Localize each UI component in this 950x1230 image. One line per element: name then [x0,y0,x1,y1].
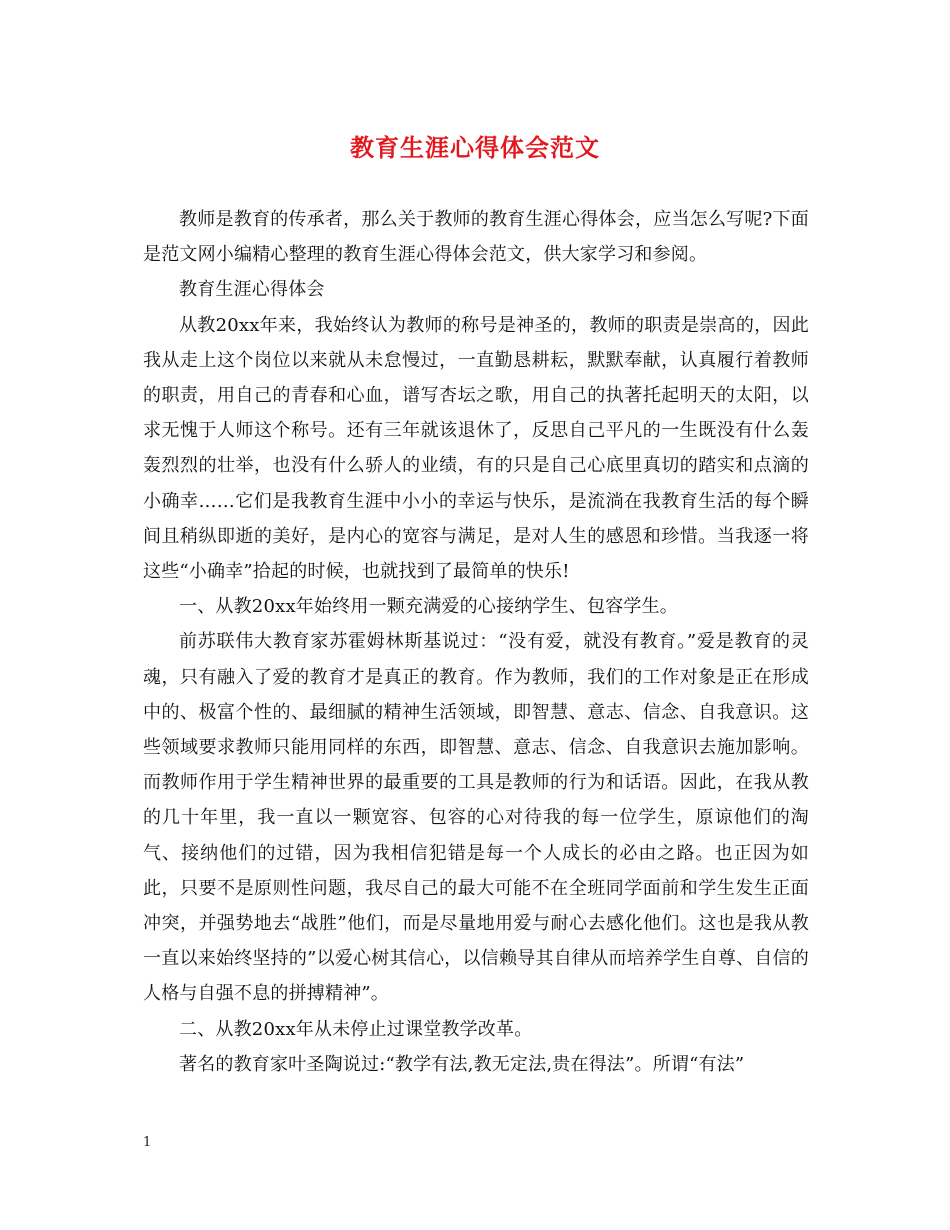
body-paragraph: 前苏联伟大教育家苏霍姆林斯基说过：“没有爱，就没有教育。”爱是教育的灵魂，只有融入了爱的教育才是真正的教育。作为教师，我们的工作对象是正在形成中的、极富个性的、最细腻的精神生活领域，即智慧、意志、信念、自我意识。这些领域要求教师只能用同样的东西，即智慧、意志、信念、自我意识去施加影响。而教师作用于学生精神世界的最重要的工具是教师的行为和话语。因此，在我从教的几十年里，我一直以一颗宽容、包容的心对待我的每一位学生，原谅他们的淘气、接纳他们的过错，因为我相信犯错是每一个人成长的必由之路。也正因为如此，只要不是原则性问题，我尽自己的最大可能不在全班同学面前和学生发生正面冲突，并强势地去“战胜”他们，而是尽量地用爱与耐心去感化他们。这也是我从教一直以来始终坚持的”以爱心树其信心，以信赖导其自律从而培养学生自尊、自信的人格与自强不息的拼搏精神”。 [143,631,809,1005]
body-paragraph: 从教20xx年来，我始终认为教师的称号是神圣的，教师的职责是崇高的，因此我从走上这个岗位以来就从未怠慢过，一直勤恳耕耘，默默奉献，认真履行着教师的职责，用自己的青春和心血，谱写杏坛之歌，用自己的执著托起明天的太阳，以求无愧于人师这个称号。还有三年就该退休了，反思自己平凡的一生既没有什么轰轰烈烈的壮举，也没有什么骄人的业绩，有的只是自己心底里真切的踏实和点滴的小确幸……它们是我教育生涯中小小的幸运与快乐，是流淌在我教育生活的每个瞬间且稍纵即逝的美好，是内心的宽容与满足，是对人生的感恩和珍惜。当我逐一将这些“小确幸”拾起的时候，也就找到了最简单的快乐! [143,314,809,583]
intro-paragraph: 教师是教育的传承者，那么关于教师的教育生涯心得体会，应当怎么写呢?下面是范文网小编精心整理的教育生涯心得体会范文，供大家学习和参阅。 [143,209,809,266]
section-heading: 教育生涯心得体会 [179,279,325,301]
page-number: 1 [143,1135,152,1150]
document-title: 教育生涯心得体会范文 [350,134,600,162]
subsection-heading-1: 一、从教20xx年始终用一颗充满爱的心接纳学生、包容学生。 [179,596,679,618]
document-body [143,202,809,1082]
subsection-heading-2: 二、从教20xx年从未停止过课堂教学改革。 [179,1018,533,1040]
body-paragraph: 著名的教育家叶圣陶说过:“教学有法,教无定法,贵在得法”。所谓“有法” [179,1053,745,1075]
